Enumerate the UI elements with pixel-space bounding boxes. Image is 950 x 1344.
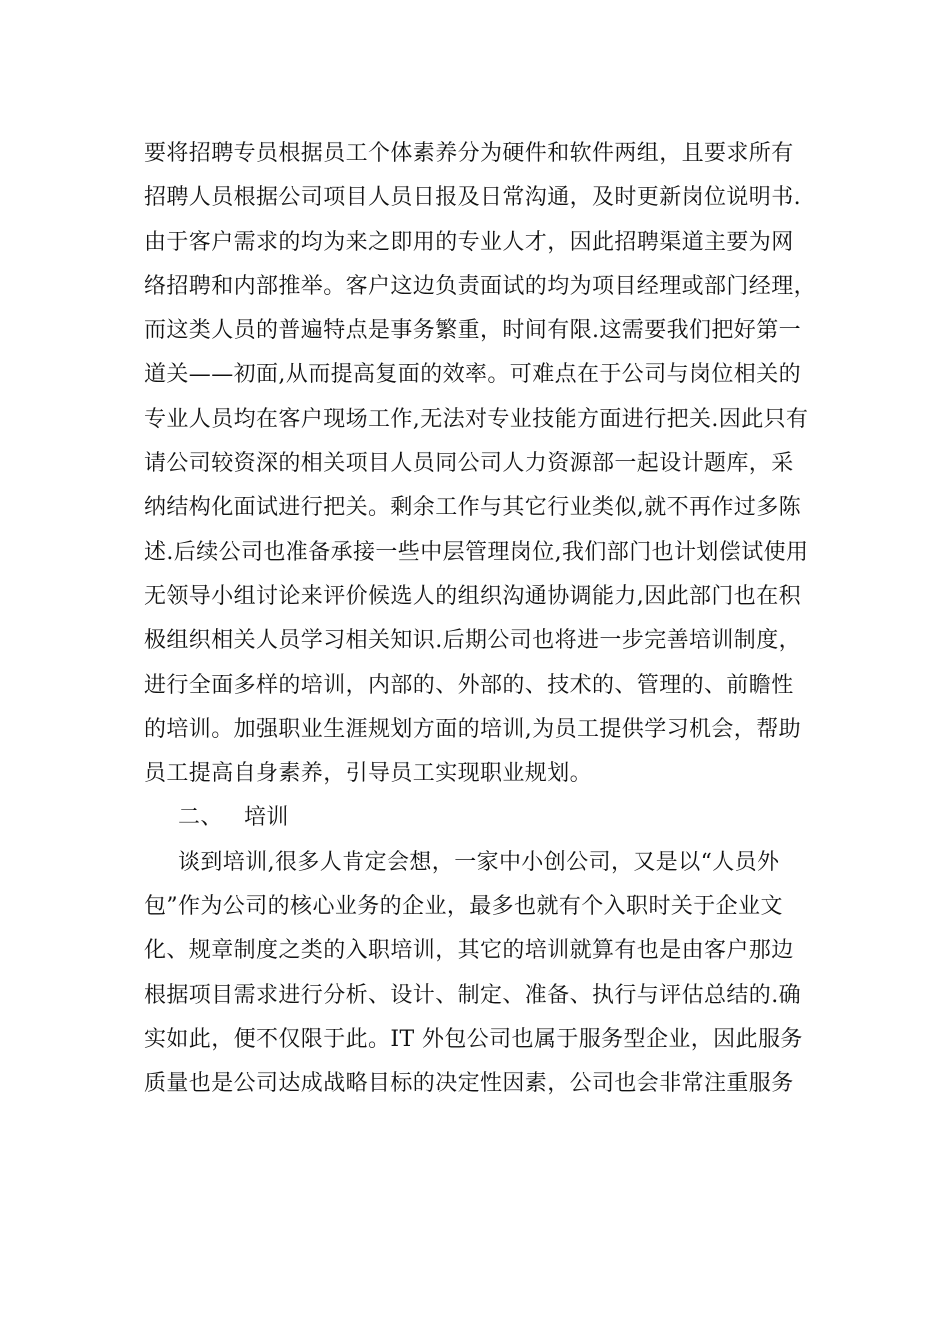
text-line: 根据项目需求进行分析、设计、制定、准备、执行与评估总结的.确 bbox=[144, 982, 801, 1008]
text-line: 请公司较资深的相关项目人员同公司人力资源部一起设计题库，采 bbox=[144, 451, 794, 477]
text-line: 化、规章制度之类的入职培训，其它的培训就算有也是由客户那边 bbox=[144, 938, 794, 964]
text-line: 质量也是公司达成战略目标的决定性因素，公司也会非常注重服务 bbox=[144, 1071, 794, 1097]
text-line: 由于客户需求的均为来之即用的专业人才，因此招聘渠道主要为网 bbox=[144, 229, 794, 255]
text-line: 道关——初面,从而提高复面的效率。可难点在于公司与岗位相关的 bbox=[144, 362, 801, 388]
text-line: 络招聘和内部推举。客户这边负责面试的均为项目经理或部门经理， bbox=[144, 273, 817, 299]
text-line: 员工提高自身素养，引导员工实现职业规划。 bbox=[144, 761, 593, 787]
text-line: 专业人员均在客户现场工作,无法对专业技能方面进行把关.因此只有 bbox=[144, 406, 809, 432]
text-line: 谈到培训,很多人肯定会想，一家中小创公司，又是以“人员外 bbox=[178, 849, 780, 875]
text-line: 纳结构化面试进行把关。剩余工作与其它行业类似,就不再作过多陈 bbox=[144, 495, 801, 521]
section-number: 二、 bbox=[178, 805, 223, 831]
text-line: 包”作为公司的核心业务的企业，最多也就有个入职时关于企业文 bbox=[144, 894, 783, 920]
document-body bbox=[144, 132, 824, 1107]
text-line: 招聘人员根据公司项目人员日报及日常沟通，及时更新岗位说明书. bbox=[144, 185, 801, 211]
section-title: 培训 bbox=[244, 805, 289, 831]
section-heading bbox=[144, 796, 824, 840]
text-line: 要将招聘专员根据员工个体素养分为硬件和软件两组，且要求所有 bbox=[144, 141, 794, 166]
text-line: 实如此，便不仅限于此。IT 外包公司也属于服务型企业，因此服务 bbox=[144, 1026, 803, 1052]
text-line: 而这类人员的普遍特点是事务繁重，时间有限.这需要我们把好第一 bbox=[144, 318, 801, 344]
text-line: 进行全面多样的培训，内部的、外部的、技术的、管理的、前瞻性 bbox=[144, 672, 794, 698]
text-line: 极组织相关人员学习相关知识.后期公司也将进一步完善培训制度， bbox=[144, 628, 801, 654]
text-line: 无领导小组讨论来评价候选人的组织沟通协调能力,因此部门也在积 bbox=[144, 583, 801, 609]
text-line: 述.后续公司也准备承接一些中层管理岗位,我们部门也计划偿试使用 bbox=[144, 539, 809, 565]
text-line: 的培训。加强职业生涯规划方面的培训,为员工提供学习机会，帮助 bbox=[144, 716, 801, 742]
